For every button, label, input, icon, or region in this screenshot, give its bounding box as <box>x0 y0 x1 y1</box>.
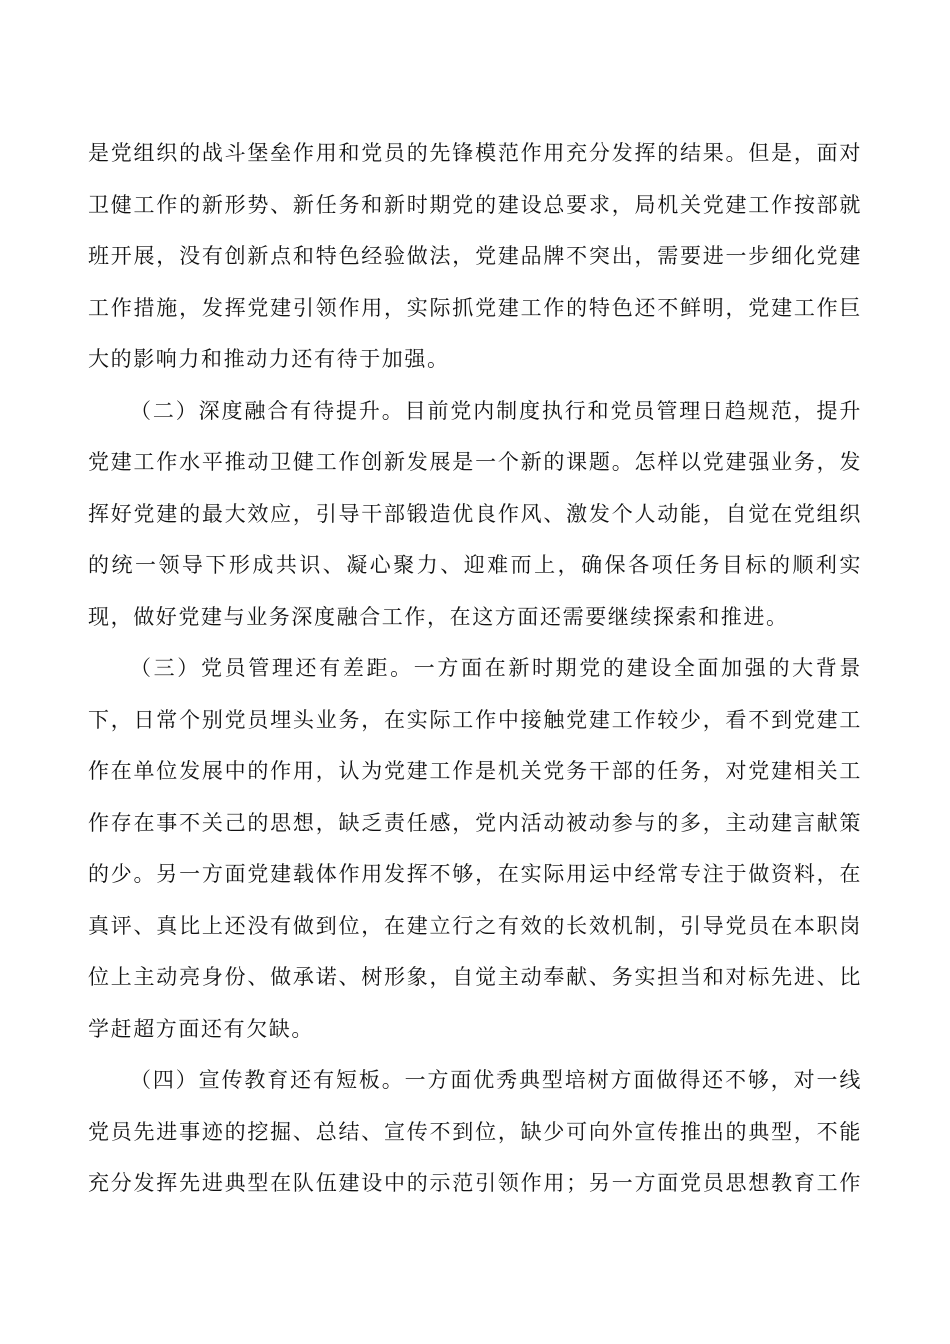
text-line: 真评、真比上还没有做到位，在建立行之有效的长效机制，引导党员在本职岗 <box>88 913 862 938</box>
text-line: 挥好党建的最大效应，引导干部锻造优良作风、激发个人动能，自觉在党组织 <box>88 501 862 526</box>
paragraph-member-management <box>88 643 862 1055</box>
paragraph-publicity-education <box>88 1055 862 1210</box>
text-line: 是党组织的战斗堡垒作用和党员的先锋模范作用充分发挥的结果。但是，面对 <box>88 141 862 165</box>
paragraph-continuation <box>88 128 862 386</box>
text-line: 大的影响力和推动力还有待于加强。 <box>88 347 450 371</box>
text-line: 作存在事不关己的思想，缺乏责任感，党内活动被动参与的多，主动建言献策 <box>88 810 862 835</box>
paragraph-deep-integration <box>88 386 862 644</box>
text-line: 下，日常个别党员埋头业务，在实际工作中接触党建工作较少，看不到党建工 <box>88 707 862 732</box>
text-line: 现，做好党建与业务深度融合工作，在这方面还需要继续探索和推进。 <box>88 604 789 629</box>
document-body <box>88 128 862 1210</box>
text-line: 班开展，没有创新点和特色经验做法，党建品牌不突出，需要进一步细化党建 <box>88 244 862 268</box>
text-line: 工作措施，发挥党建引领作用，实际抓党建工作的特色还不鲜明，党建工作巨 <box>88 295 862 320</box>
text-line: 的少。另一方面党建载体作用发挥不够，在实际用运中经常专注于做资料，在 <box>88 862 862 886</box>
text-line: 作在单位发展中的作用，认为党建工作是机关党务干部的任务，对党建相关工 <box>88 759 862 783</box>
text-line: 位上主动亮身份、做承诺、树形象，自觉主动奉献、务实担当和对标先进、比 <box>88 965 862 989</box>
text-line: 的统一领导下形成共识、凝心聚力、迎难而上，确保各项任务目标的顺利实 <box>88 553 862 577</box>
text-line: （二）深度融合有待提升。目前党内制度执行和党员管理日趋规范，提升 <box>130 398 862 423</box>
text-line: 充分发挥先进典型在队伍建设中的示范引领作用；另一方面党员思想教育工作 <box>88 1171 862 1195</box>
text-line: 卫健工作的新形势、新任务和新时期党的建设总要求，局机关党建工作按部就 <box>88 192 862 217</box>
text-line: 党员先进事迹的挖掘、总结、宣传不到位，缺少可向外宣传推出的典型，不能 <box>88 1119 862 1144</box>
text-line: 学赶超方面还有欠缺。 <box>88 1016 314 1041</box>
text-line: （三）党员管理还有差距。一方面在新时期党的建设全面加强的大背景 <box>130 656 862 680</box>
text-line: 党建工作水平推动卫健工作创新发展是一个新的课题。怎样以党建强业务，发 <box>88 450 862 474</box>
text-line: （四）宣传教育还有短板。一方面优秀典型培树方面做得还不够，对一线 <box>130 1068 862 1092</box>
